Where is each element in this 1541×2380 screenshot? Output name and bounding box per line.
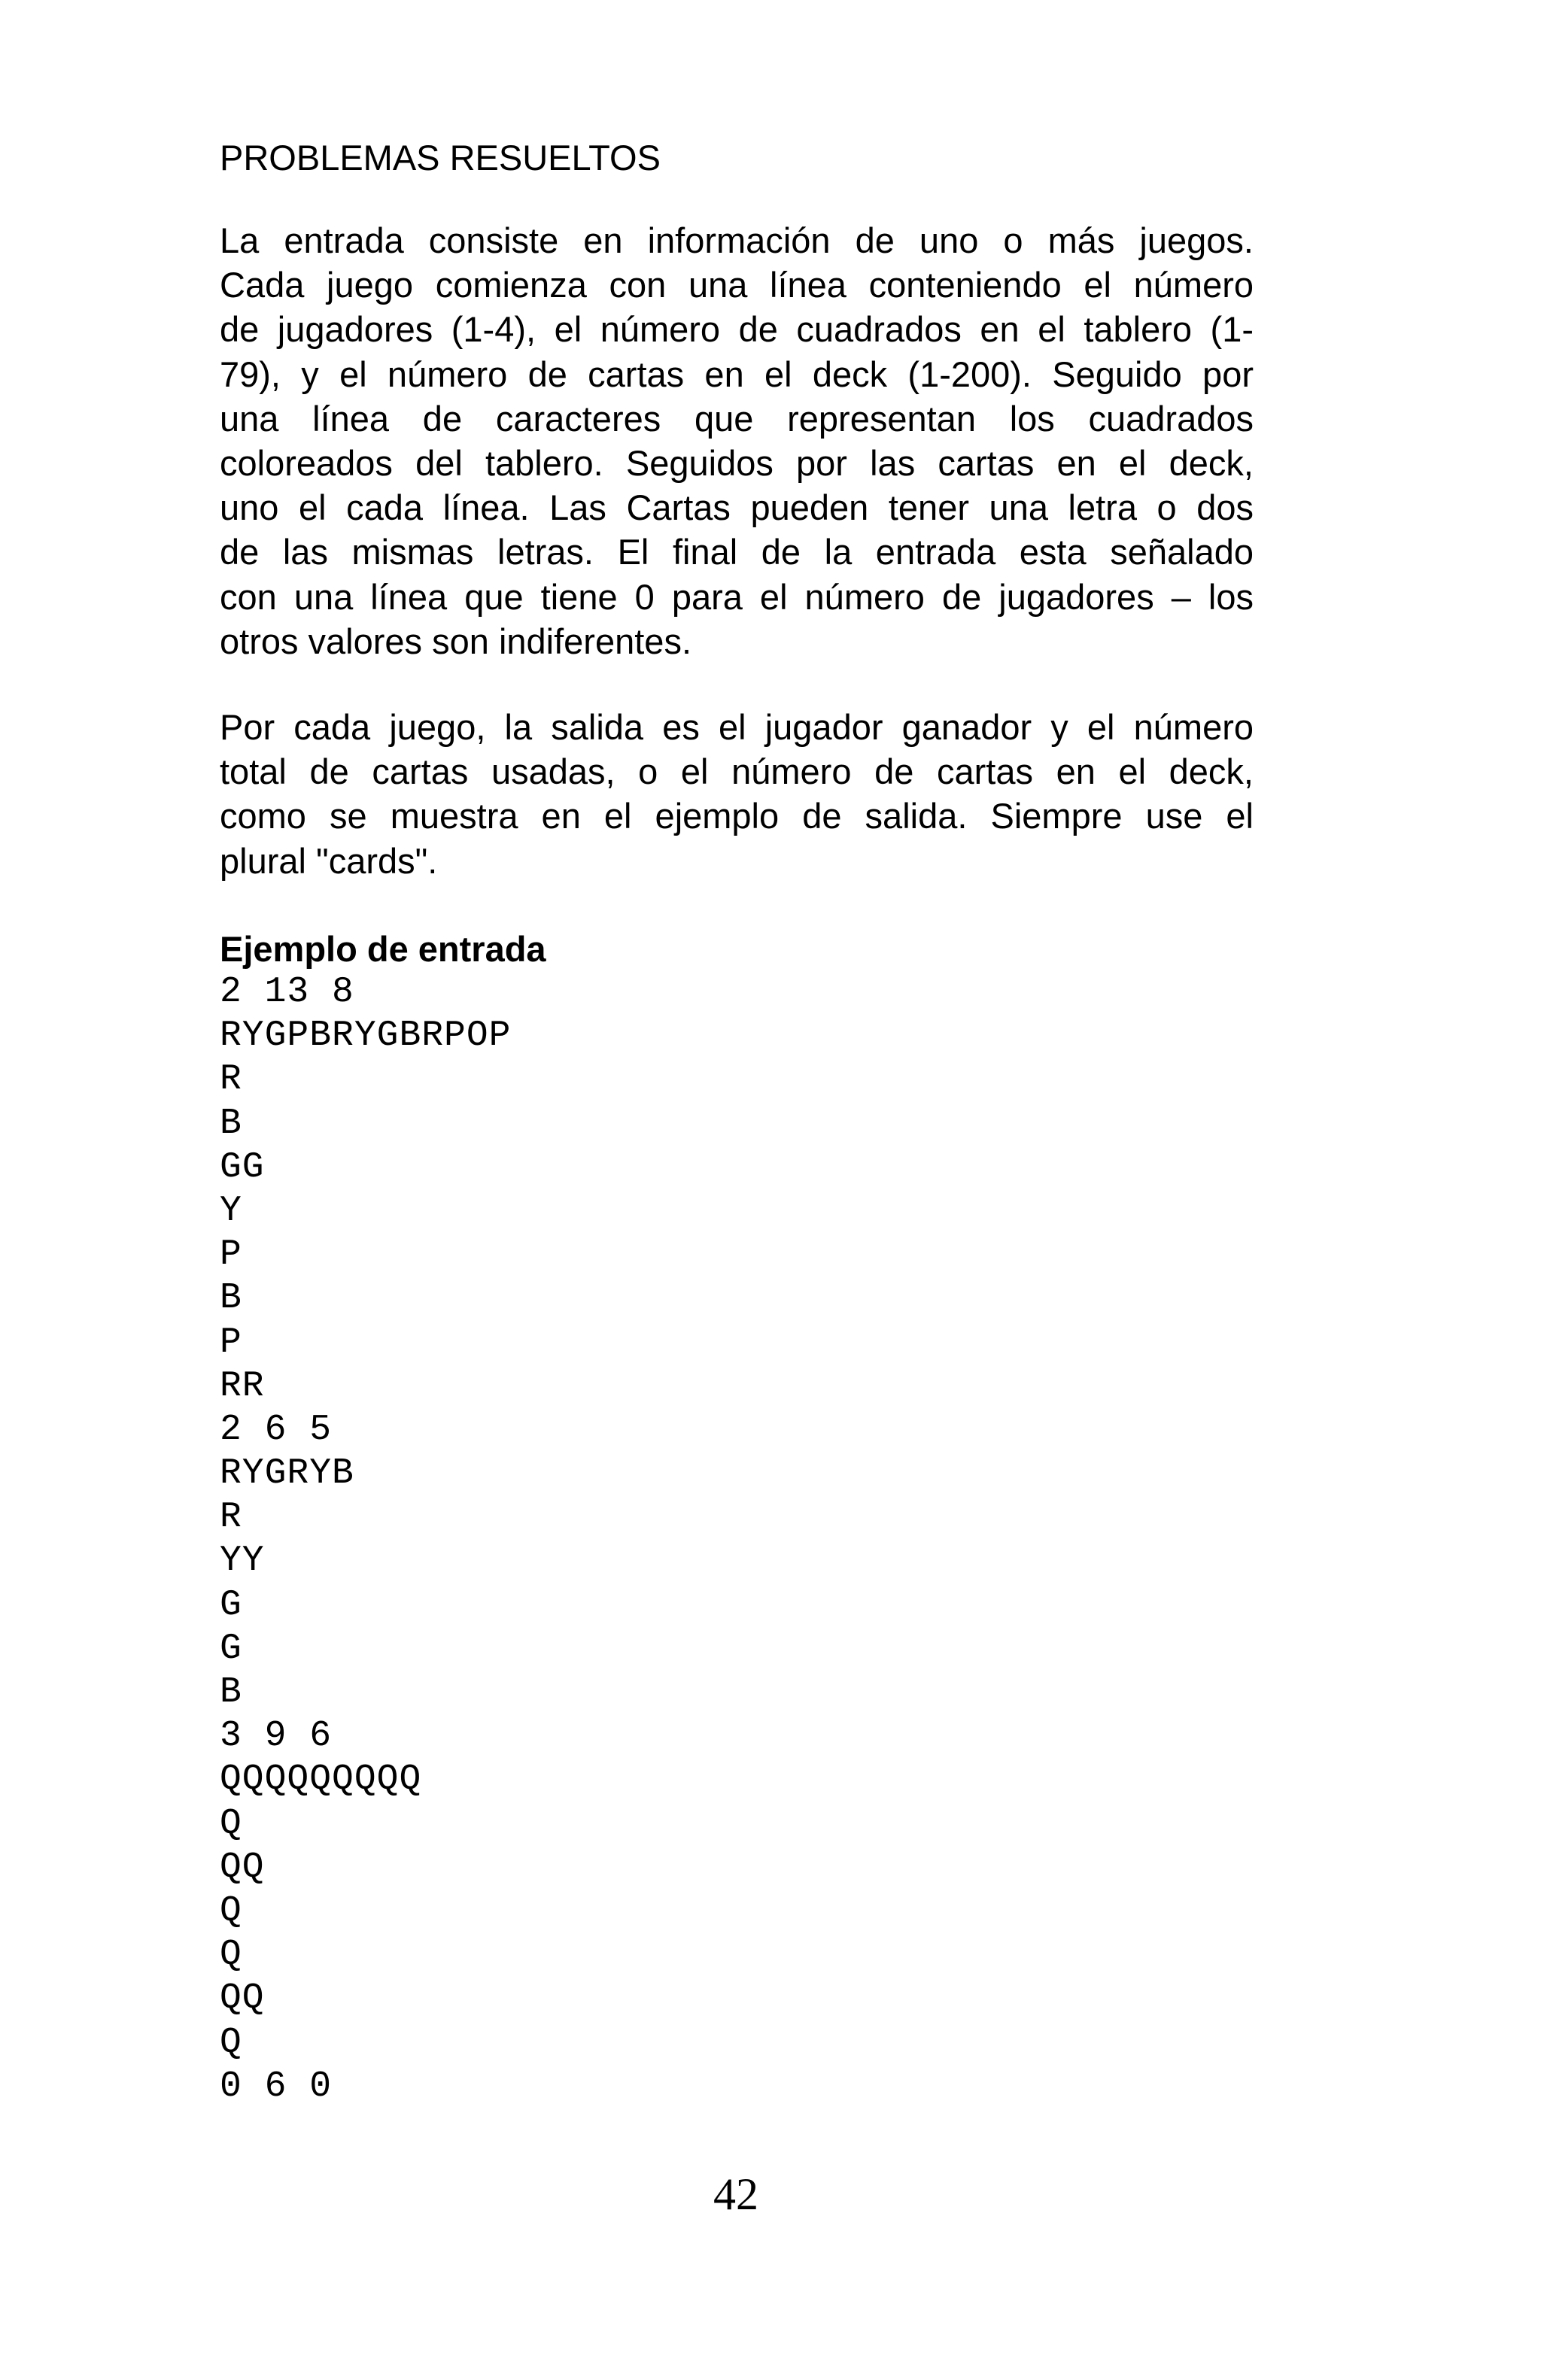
code-line: B bbox=[220, 1278, 242, 1319]
paragraph-line: uno el cada línea. Las Cartas pueden tener una letra o dos bbox=[220, 487, 1254, 528]
paragraph-line: de jugadores (1-4), el número de cuadrados en el tablero (1- bbox=[220, 309, 1254, 350]
paragraph-line: total de cartas usadas, o el número de cartas en el deck, bbox=[220, 751, 1254, 792]
paragraph-line: otros valores son indiferentes. bbox=[220, 621, 691, 661]
code-line: YY bbox=[220, 1541, 265, 1582]
paragraph-line: plural "cards". bbox=[220, 840, 438, 881]
section-header: PROBLEMAS RESUELTOS bbox=[220, 138, 661, 178]
code-line: P bbox=[220, 1234, 242, 1276]
code-line: R bbox=[220, 1497, 242, 1538]
code-line: B bbox=[220, 1672, 242, 1713]
paragraph-line: una línea de caracteres que representan los cuadrados bbox=[220, 398, 1254, 439]
code-line: RYGRYB bbox=[220, 1453, 354, 1495]
code-line: Q bbox=[220, 1935, 242, 1976]
paragraph-line: de las mismas letras. El final de la entrada esta señalado bbox=[220, 532, 1254, 572]
code-line: QQ bbox=[220, 1978, 265, 2020]
code-line: QQQQQQQQQ bbox=[220, 1759, 422, 1801]
paragraph-line: Por cada juego, la salida es el jugador ganador y el número bbox=[220, 707, 1254, 747]
paragraph-line: coloreados del tablero. Seguidos por las cartas en el deck, bbox=[220, 443, 1254, 484]
code-line: G bbox=[220, 1628, 242, 1669]
code-line: Y bbox=[220, 1190, 242, 1231]
output-description-paragraph bbox=[220, 705, 1254, 883]
code-line: RYGPBRYGBRPOP bbox=[220, 1015, 512, 1057]
page-number: 42 bbox=[713, 2169, 758, 2219]
paragraph-line: La entrada consiste en información de uno o más juegos. bbox=[220, 220, 1254, 260]
code-line: Q bbox=[220, 1890, 242, 1932]
code-line: 3 9 6 bbox=[220, 1716, 333, 1757]
code-line: P bbox=[220, 1322, 242, 1363]
code-line: Q bbox=[220, 2022, 242, 2063]
code-line: 2 13 8 bbox=[220, 972, 354, 1012]
code-line: B bbox=[220, 1103, 242, 1144]
code-line: RR bbox=[220, 1365, 265, 1407]
code-line: G bbox=[220, 1584, 242, 1626]
paragraph-line: como se muestra en el ejemplo de salida. Siempre use el bbox=[220, 796, 1254, 836]
code-line: QQ bbox=[220, 1847, 265, 1888]
example-input-heading: Ejemplo de entrada bbox=[220, 929, 546, 969]
code-line: 2 6 5 bbox=[220, 1409, 333, 1450]
input-description-paragraph bbox=[220, 218, 1254, 663]
paragraph-line: 79), y el número de cartas en el deck (1-200). Seguido por bbox=[220, 354, 1254, 394]
example-input-code bbox=[220, 970, 511, 2108]
code-line: GG bbox=[220, 1146, 265, 1188]
code-line: Q bbox=[220, 1803, 242, 1844]
code-line: 0 6 0 bbox=[220, 2066, 333, 2107]
code-line: R bbox=[220, 1059, 242, 1100]
paragraph-line: Cada juego comienza con una línea conteniendo el número bbox=[220, 265, 1254, 305]
paragraph-line: con una línea que tiene 0 para el número de jugadores – los bbox=[220, 576, 1254, 617]
